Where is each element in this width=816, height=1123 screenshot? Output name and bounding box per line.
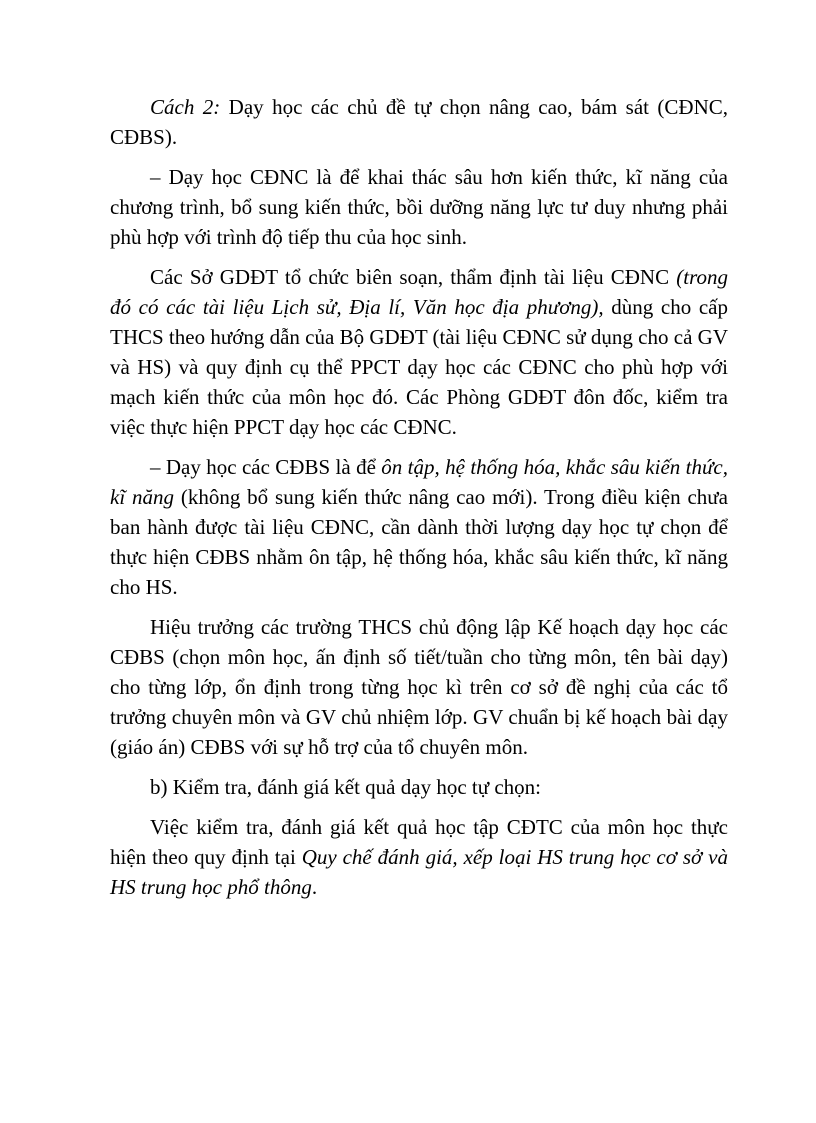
text-segment: Hiệu trưởng các trường THCS chủ động lập Kế hoạch dạy học các CĐBS (chọn môn học, ấn định số tiết/tuần cho từng môn, tên bài dạy) cho từng lớp, ổn định trong từng học kì trên cơ sở đề nghị của các tổ trưởng chuyên môn và GV chủ nhiệm lớp. GV chuẩn bị kế hoạch bài dạy (giáo án) CĐBS với sự hỗ trợ của tổ chuyên môn. bbox=[110, 615, 728, 759]
text-segment: b) Kiểm tra, đánh giá kết quả dạy học tự chọn: bbox=[150, 775, 542, 799]
text-segment: – Dạy học CĐNC là để khai thác sâu hơn kiến thức, kĩ năng của chương trình, bổ sung kiến thức, bồi dưỡng năng lực tư duy nhưng phải phù hợp với trình độ tiếp thu của học sinh. bbox=[110, 165, 728, 249]
paragraph-cdbs-definition bbox=[110, 452, 728, 602]
text-segment: Dạy học các chủ đề tự chọn nâng cao, bám sát (CĐNC, CĐBS). bbox=[110, 95, 729, 149]
paragraph-so-gddt bbox=[110, 262, 728, 442]
paragraph-hieu-truong bbox=[110, 612, 728, 762]
text-segment: Các Sở GDĐT tổ chức biên soạn, thẩm định tài liệu CĐNC bbox=[150, 265, 677, 289]
paragraph-cach-2 bbox=[110, 92, 728, 152]
document-page bbox=[110, 92, 728, 902]
text-segment: Việc kiểm tra, đánh giá kết quả học tập CĐTC của môn học thực hiện theo quy định tại bbox=[110, 815, 728, 869]
text-segment: ôn tập, hệ thống hóa, khắc sâu kiến thức, kĩ năng bbox=[110, 455, 729, 509]
text-segment: (trong đó có các tài liệu Lịch sử, Địa lí, Văn học địa phương), bbox=[110, 265, 728, 319]
text-segment: – Dạy học các CĐBS là để bbox=[150, 455, 382, 479]
section-heading-kiem-tra bbox=[110, 772, 728, 802]
paragraph-cdnc-definition bbox=[110, 162, 728, 252]
paragraph-kiem-tra-danh-gia bbox=[110, 812, 728, 902]
text-segment: dùng cho cấp THCS theo hướng dẫn của Bộ GDĐT (tài liệu CĐNC sử dụng cho cả GV và HS) và quy định cụ thể PPCT dạy học các CĐNC cho phù hợp với mạch kiến thức của môn học đó. Các Phòng GDĐT đôn đốc, kiểm tra việc thực hiện PPCT dạy học các CĐNC. bbox=[110, 295, 728, 439]
text-segment: Cách 2: bbox=[150, 95, 221, 119]
text-segment: Quy chế đánh giá, xếp loại HS trung học cơ sở và HS trung học phổ thông bbox=[110, 845, 728, 899]
text-segment: (không bổ sung kiến thức nâng cao mới). Trong điều kiện chưa ban hành được tài liệu CĐNC, cần dành thời lượng dạy học tự chọn để thực hiện CĐBS nhằm ôn tập, hệ thống hóa, khắc sâu kiến thức, kĩ năng cho HS. bbox=[110, 485, 728, 599]
text-segment: . bbox=[311, 875, 318, 899]
